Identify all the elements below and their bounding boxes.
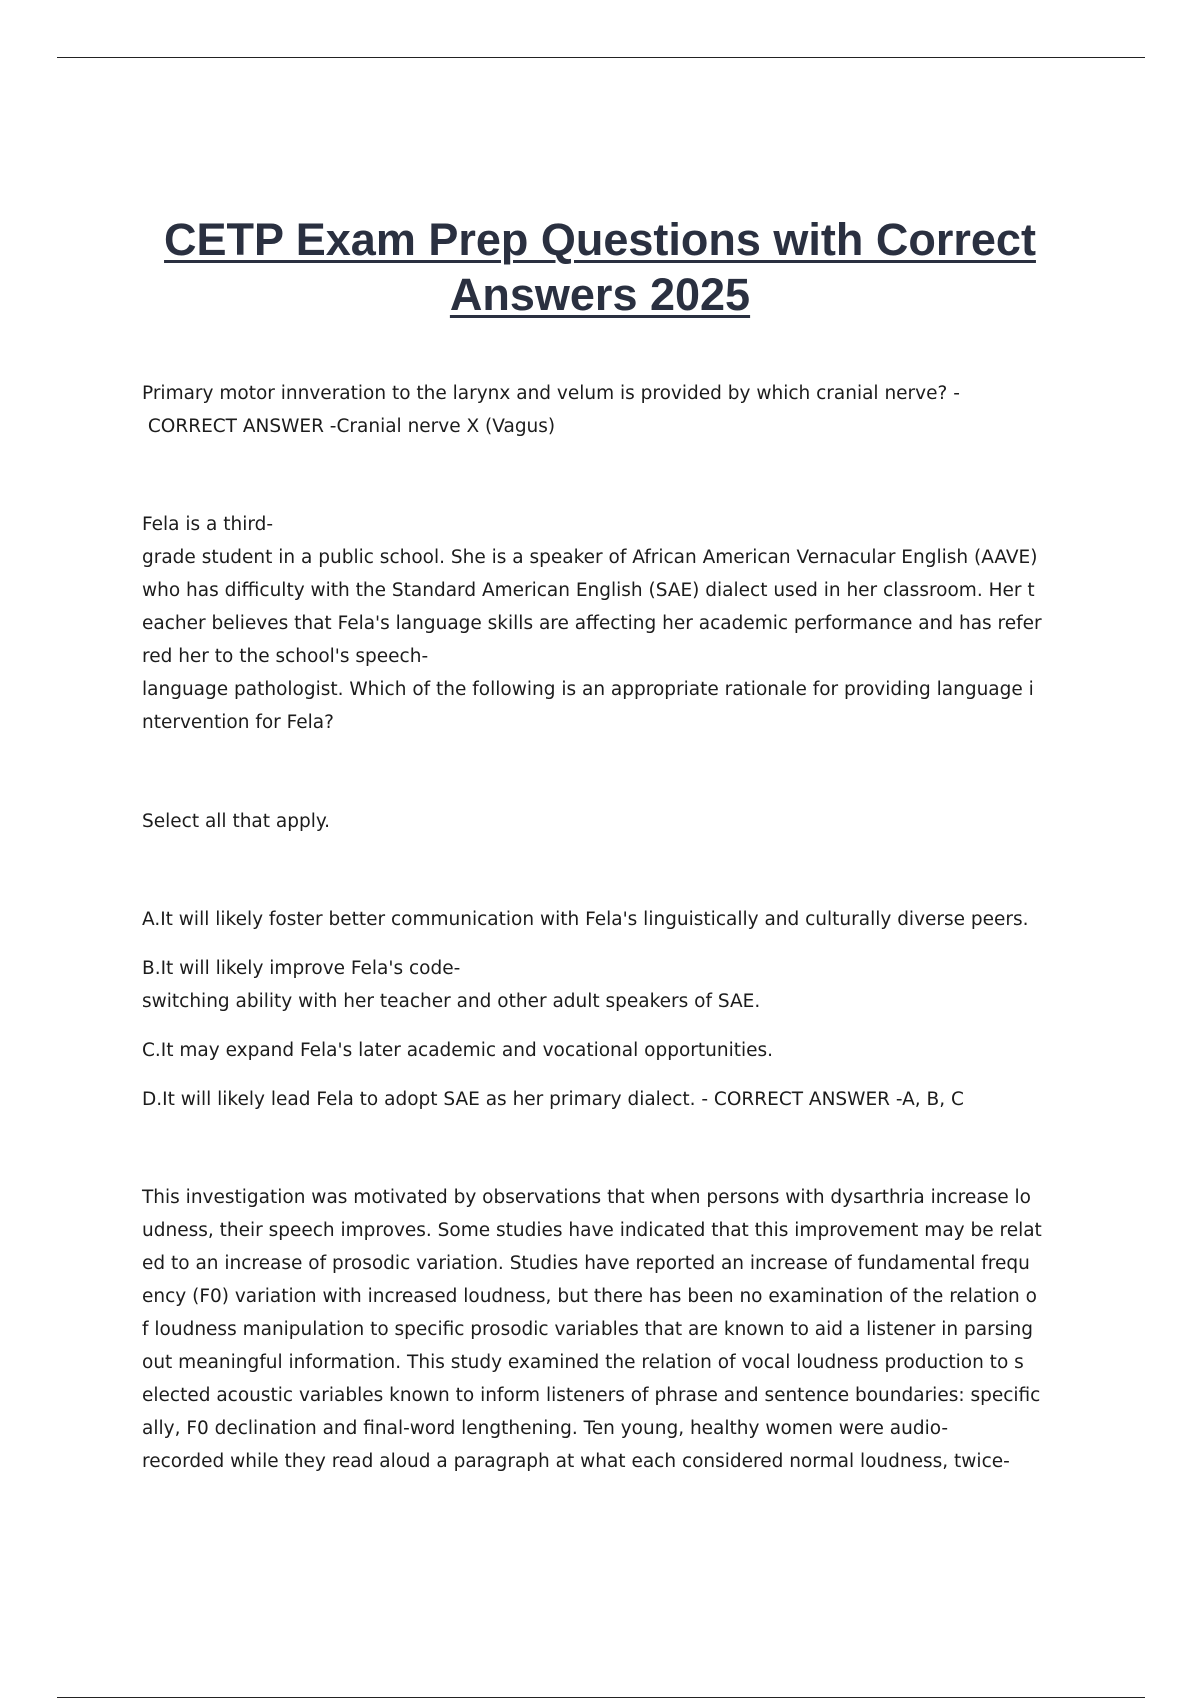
q2-line: Fela is a third- xyxy=(142,514,274,535)
question-1 xyxy=(142,377,1072,443)
q2-line: red her to the school's speech- xyxy=(142,646,429,667)
q2-line: eacher believes that Fela's language skills are affecting her academic performance and has refer xyxy=(142,613,1042,634)
q2-option-d xyxy=(142,1083,1072,1116)
q3-line: ency (F0) variation with increased loudness, but there has been no examination of the relation o xyxy=(142,1286,1037,1307)
option-d-text: D.It will likely lead Fela to adopt SAE as her primary dialect. - CORRECT ANSWER -A, B, C xyxy=(142,1089,964,1110)
q2-line: language pathologist. Which of the following is an appropriate rationale for providing language i xyxy=(142,679,1034,700)
question-3 xyxy=(142,1181,1072,1478)
title-line-1: CETP Exam Prep Questions with Correct xyxy=(164,214,1036,265)
option-a-text: A.It will likely foster better communication with Fela's linguistically and culturally diverse peers. xyxy=(142,909,1029,930)
q2-line: grade student in a public school. She is a speaker of African American Vernacular English (AAVE) xyxy=(142,547,1038,568)
q2-option-c xyxy=(142,1034,1072,1067)
question-2 xyxy=(142,508,1072,739)
q3-line: udness, their speech improves. Some studies have indicated that this improvement may be relat xyxy=(142,1220,1042,1241)
option-b-text: switching ability with her teacher and other adult speakers of SAE. xyxy=(142,991,761,1012)
top-divider xyxy=(57,57,1145,58)
q2-line: who has difficulty with the Standard American English (SAE) dialect used in her classroom. Her t xyxy=(142,580,1035,601)
q3-line: This investigation was motivated by observations that when persons with dysarthria increase lo xyxy=(142,1187,1031,1208)
q3-line: out meaningful information. This study examined the relation of vocal loudness production to s xyxy=(142,1352,1024,1373)
q2-option-a xyxy=(142,903,1072,936)
q1-answer: CORRECT ANSWER -Cranial nerve X (Vagus) xyxy=(142,416,556,437)
title-line-2: Answers 2025 xyxy=(449,269,751,320)
select-all-instruction: Select all that apply. xyxy=(142,811,331,832)
q3-line: f loudness manipulation to specific prosodic variables that are known to aid a listener in parsing xyxy=(142,1319,1033,1340)
bottom-divider xyxy=(57,1697,1145,1698)
document-title xyxy=(100,212,1100,322)
q2-option-b xyxy=(142,952,1072,1018)
q2-instruction xyxy=(142,805,1072,838)
option-c-text: C.It may expand Fela's later academic and vocational opportunities. xyxy=(142,1040,774,1061)
option-b-text: B.It will likely improve Fela's code- xyxy=(142,958,461,979)
q1-text: Primary motor innveration to the larynx and velum is provided by which cranial nerve? - xyxy=(142,383,960,404)
q3-line: ed to an increase of prosodic variation. Studies have reported an increase of fundamental frequ xyxy=(142,1253,1030,1274)
q3-line: recorded while they read aloud a paragraph at what each considered normal loudness, twice- xyxy=(142,1451,1010,1472)
q3-line: ally, F0 declination and final-word lengthening. Ten young, healthy women were audio- xyxy=(142,1418,949,1439)
q3-line: elected acoustic variables known to inform listeners of phrase and sentence boundaries: specific xyxy=(142,1385,1041,1406)
q2-line: ntervention for Fela? xyxy=(142,712,334,733)
